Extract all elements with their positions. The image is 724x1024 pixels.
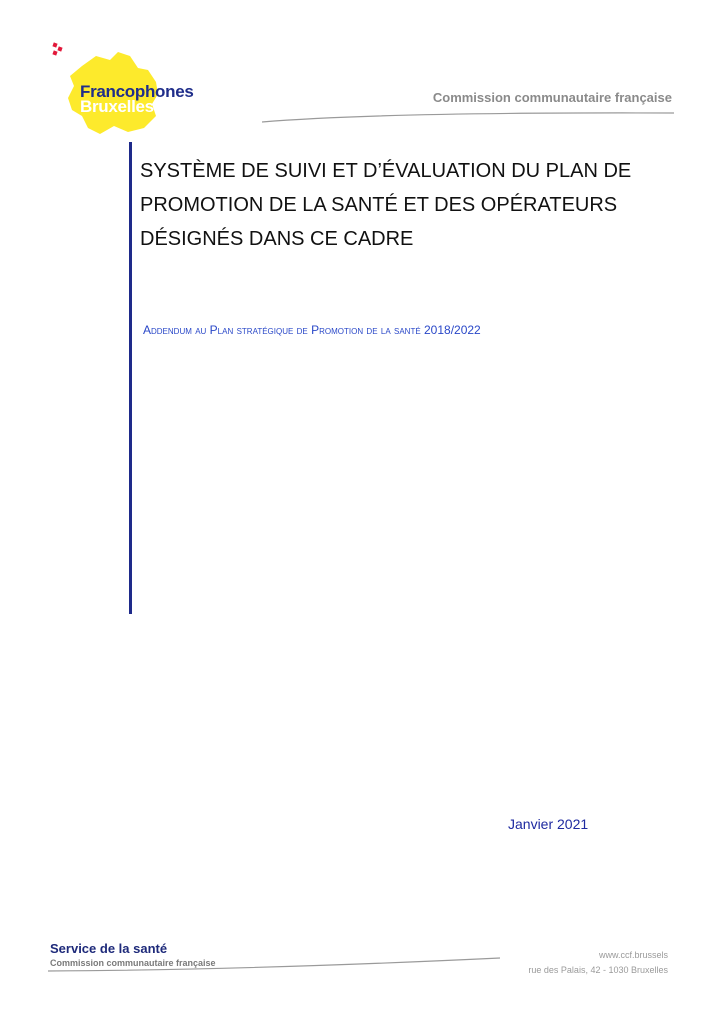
header-organization: Commission communautaire française — [432, 90, 672, 105]
footer-address: rue des Palais, 42 - 1030 Bruxelles — [528, 965, 668, 975]
logo-text-francophones: Francophones — [80, 82, 194, 101]
document-date: Janvier 2021 — [508, 816, 589, 832]
footer-website: www.ccf.brussels — [598, 950, 668, 960]
document-title — [140, 154, 632, 256]
spark-icon — [52, 42, 64, 56]
logo-text-bruxelles: Bruxelles — [80, 97, 154, 116]
francophones-bruxelles-logo — [52, 42, 212, 142]
document-subtitle: Addendum au Plan stratégique de Promotion de la santé 2018/2022 — [143, 323, 481, 337]
accent-bar — [129, 142, 132, 614]
footer-service-name: Service de la santé — [50, 941, 168, 956]
title-line: DÉSIGNÉS DANS CE CADRE — [140, 228, 414, 250]
footer-organization: Commission communautaire française — [50, 958, 216, 968]
title-line: PROMOTION DE LA SANTÉ ET DES OPÉRATEURS — [140, 194, 618, 216]
title-line: SYSTÈME DE SUIVI ET D’ÉVALUATION DU PLAN DE — [140, 160, 632, 182]
header-divider — [262, 110, 674, 124]
